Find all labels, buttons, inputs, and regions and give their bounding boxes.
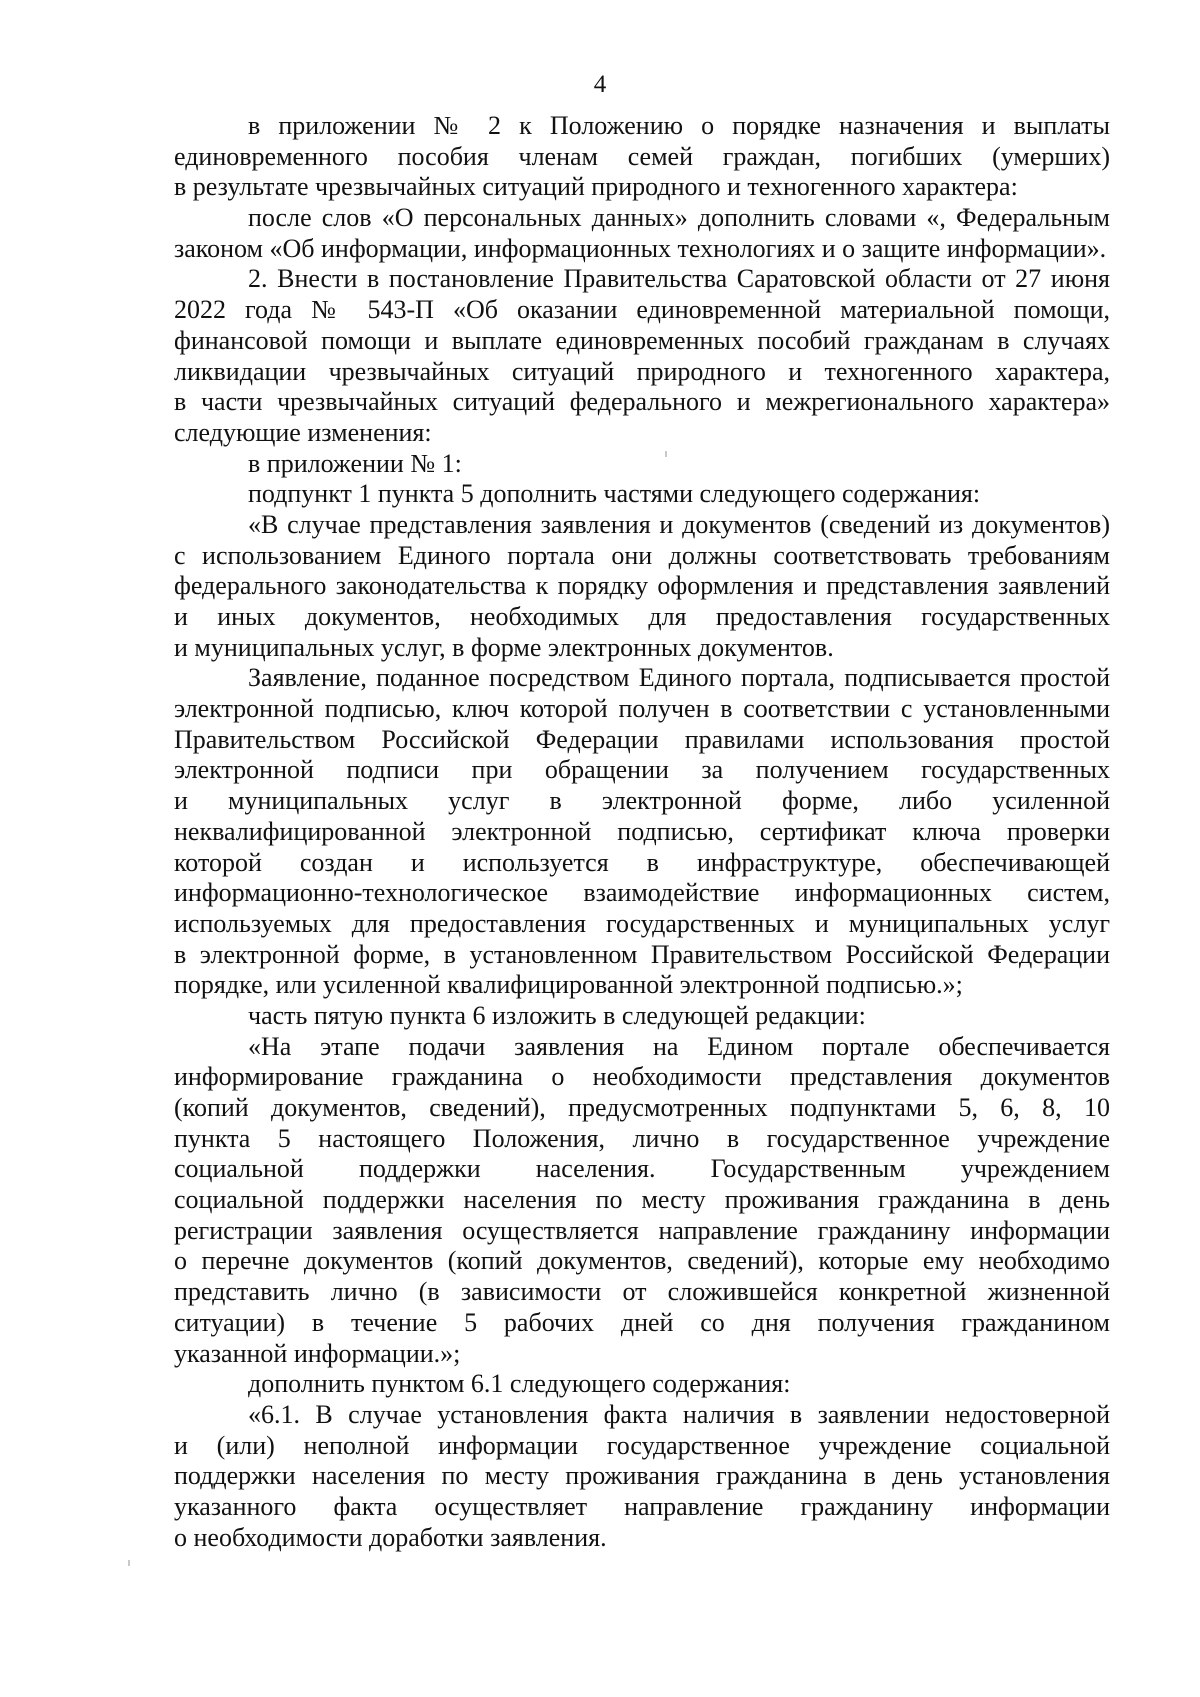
text-line: ликвидации чрезвычайных ситуаций природного и техногенного характера, [174, 356, 1110, 386]
text-line: в приложении № 1: [248, 448, 462, 478]
paragraph [174, 203, 1110, 264]
text-line: электронной подписью, ключ которой получен в соответствии с установленными [174, 694, 1110, 724]
text-line: регистрации заявления осуществляется направление гражданину информации [174, 1215, 1110, 1245]
text-line: Заявление, поданное посредством Единого портала, подписывается простой [248, 663, 1110, 693]
text-line: используемых для предоставления государственных и муниципальных услуг [174, 908, 1110, 938]
paragraph [174, 1369, 1110, 1400]
text-line: о перечне документов (копий документов, сведений), которые ему необходимо [174, 1246, 1110, 1276]
text-line: (копий документов, сведений), предусмотренных подпунктами 5, 6, 8, 10 [174, 1093, 1110, 1122]
text-line: 2. Внести в постановление Правительства Саратовской области от 27 июня [248, 264, 1110, 294]
text-line: и (или) неполной информации государственное учреждение социальной [174, 1430, 1110, 1460]
text-line: «В случае представления заявления и документов (сведений из документов) [248, 509, 1110, 539]
text-line: с использованием Единого портала они должны соответствовать требованиям [174, 540, 1110, 570]
text-line: следующие изменения: [174, 417, 432, 447]
text-line: и муниципальных услуг, в форме электронных документов. [174, 632, 834, 662]
paragraph [174, 111, 1110, 203]
text-line: указанной информации.»; [174, 1338, 461, 1368]
text-line: в электронной форме, в установленном Правительством Российской Федерации [174, 939, 1110, 969]
text-line: порядке, или усиленной квалифицированной электронной подписью.»; [174, 970, 963, 1000]
text-line: 2022 года № 543-П «Об оказании единовременной материальной помощи, [174, 295, 1110, 325]
text-line: часть пятую пункта 6 изложить в следующей редакции: [248, 1000, 866, 1030]
text-line: и муниципальных услуг в электронной форме, либо усиленной [174, 786, 1110, 816]
text-line: ситуации) в течение 5 рабочих дней со дня получения гражданином [174, 1307, 1110, 1337]
text-line: единовременного пособия членам семей граждан, погибших (умерших) [174, 141, 1110, 171]
text-line: социальной поддержки населения. Государственным учреждением [174, 1154, 1110, 1184]
text-line: информационно-технологическое взаимодействие информационных систем, [174, 878, 1110, 908]
text-line: в части чрезвычайных ситуаций федерального и межрегионального характера» [174, 387, 1110, 417]
paragraph [174, 1400, 1110, 1553]
text-line: после слов «О персональных данных» дополнить словами «, Федеральным [248, 203, 1110, 233]
text-line: о необходимости доработки заявления. [174, 1522, 607, 1552]
text-line: электронной подписи при обращении за получением государственных [174, 755, 1110, 785]
paragraph [174, 1001, 1110, 1032]
text-line: социальной поддержки населения по месту проживания гражданина в день [174, 1185, 1110, 1215]
text-line: «На этапе подачи заявления на Едином портале обеспечивается [248, 1031, 1110, 1061]
text-line: указанного факта осуществляет направление гражданину информации [174, 1491, 1110, 1521]
text-line: «6.1. В случае установления факта наличия в заявлении недостоверной [248, 1399, 1110, 1429]
text-line: подпункт 1 пункта 5 дополнить частями следующего содержания: [248, 479, 981, 509]
text-line: финансовой помощи и выплате единовременных пособий гражданам в случаях [174, 325, 1110, 355]
text-line: неквалифицированной электронной подписью, сертификат ключа проверки [174, 816, 1110, 846]
text-line: которой создан и используется в инфраструктуре, обеспечивающей [174, 847, 1110, 877]
text-line: законом «Об информации, информационных технологиях и о защите информации». [174, 233, 1107, 263]
text-line: дополнить пунктом 6.1 следующего содержания: [248, 1369, 791, 1399]
paragraph [174, 1032, 1110, 1370]
paragraph [174, 510, 1110, 663]
document-body [174, 111, 1110, 1553]
text-line: федерального законодательства к порядку оформления и представления заявлений [174, 571, 1110, 601]
paragraph [174, 449, 1110, 480]
text-line: в приложении № 2 к Положению о порядке назначения и выплаты [248, 111, 1110, 140]
text-line: пункта 5 настоящего Положения, лично в государственное учреждение [174, 1123, 1110, 1153]
paragraph [174, 479, 1110, 510]
paragraph [174, 264, 1110, 448]
text-line: информирование гражданина о необходимости представления документов [174, 1062, 1110, 1092]
scan-speck [128, 1560, 130, 1566]
text-line: и иных документов, необходимых для предоставления государственных [174, 602, 1110, 631]
text-line: поддержки населения по месту проживания гражданина в день установления [174, 1461, 1110, 1491]
text-line: в результате чрезвычайных ситуаций природного и техногенного характера: [174, 172, 1018, 202]
text-line: Правительством Российской Федерации правилами использования простой [174, 724, 1110, 754]
page-number: 4 [593, 71, 607, 98]
scan-speck [665, 451, 667, 457]
text-line: представить лично (в зависимости от сложившейся конкретной жизненной [174, 1277, 1110, 1307]
paragraph [174, 663, 1110, 1001]
